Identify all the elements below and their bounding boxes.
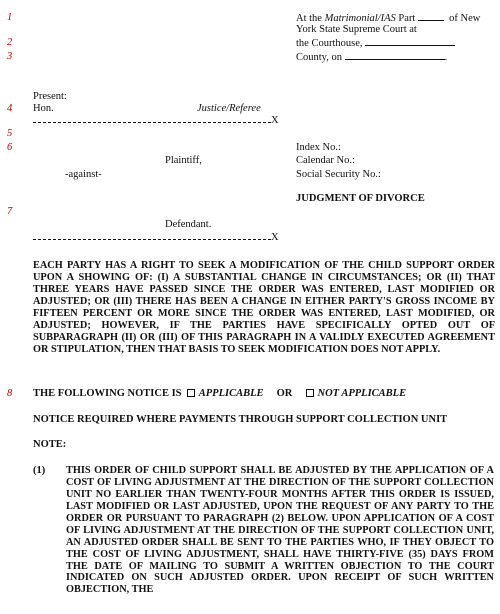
line-number: 7: [7, 206, 13, 217]
plaintiff-label: Plaintiff,: [165, 155, 202, 166]
applicable-checkbox[interactable]: [187, 389, 195, 397]
court-header-line2: York State Supreme Court at: [296, 24, 417, 35]
against-label: -against-: [65, 169, 102, 180]
present-label: Present:: [33, 91, 67, 102]
date-blank[interactable]: [345, 51, 445, 60]
line-number: 2: [7, 37, 13, 48]
justice-referee-label: Justice/Referee: [197, 103, 261, 114]
line-number: 3: [7, 51, 13, 62]
not-applicable-checkbox[interactable]: [306, 389, 314, 397]
notice-required-heading: NOTICE REQUIRED WHERE PAYMENTS THROUGH SUPPORT COLLECTION UNIT: [33, 414, 448, 425]
caption-divider-bottom: X: [33, 232, 279, 244]
line-number: 6: [7, 142, 13, 153]
item-1-text: THIS ORDER OF CHILD SUPPORT SHALL BE ADJUSTED BY THE APPLICATION OF A COST OF LIVING ADJUSTMENT AT THE DIRECTION OF THE SUPPORT COLLECTION UNIT NO EARLIER THAN TWENTY-FOUR MONTHS AFTER THIS ORDER IS ISSUED, LAST MODIFIED OR LAST ADJUSTED, UPON THE REQUEST OF ANY PARTY TO THE ORDER OR PURSUANT TO PARAGRAPH (2) BELOW. UPON APPLICATION OF A COST OF LIVING ADJUSTMENT AT THE DIRECTION OF THE SUPPORT COLLECTION UNIT, AN ADJUSTED ORDER SHALL BE SENT TO THE PARTIES WHO, IF THEY OBJECT TO THE COST OF LIVING ADJUSTMENT, SHALL HAVE THIRTY-FIVE (35) DAYS FROM THE DATE OF MAILING TO SUBMIT A WRITTEN OBJECTION TO THE COURT INDICATED ON SUCH ADJUSTED ORDER. UPON RECEIPT OF SUCH WRITTEN OBJECTION, THE: [66, 465, 494, 596]
notice-applicability-line: THE FOLLOWING NOTICE IS APPLICABLE OR NOT APPLICABLE: [33, 388, 407, 399]
line-number: 8: [7, 388, 13, 399]
court-header-line1: At the Matrimonial/IAS Part of New: [296, 13, 481, 24]
court-header-line3: the Courthouse,: [296, 37, 455, 50]
calendar-no-label: Calendar No.:: [296, 155, 355, 166]
court-header-line4: County, on .: [296, 52, 448, 63]
hon-label: Hon.: [33, 103, 54, 114]
line-number: 1: [7, 12, 13, 23]
index-no-label: Index No.:: [296, 142, 341, 153]
item-number: (1): [33, 465, 46, 476]
modification-paragraph: EACH PARTY HAS A RIGHT TO SEEK A MODIFICATION OF THE CHILD SUPPORT ORDER UPON A SHOWING OF: (I) A SUBSTANTIAL CHANGE IN CIRCUMSTANCES; OR (II) THAT THREE YEARS HAVE PASSED SINCE THE ORDER WAS ENTERED, LAST MODIFIED OR ADJUSTED; OR (III) THERE HAS BEEN A CHANGE IN EITHER PARTY'S GROSS INCOME BY FIFTEEN PERCENT OR MORE SINCE THE ORDER WAS ENTERED, LAST MODIFIED, OR ADJUSTED; HOWEVER, IF THE PARTIES HAVE SPECIFICALLY OPTED OUT OF SUBPARAGRAPH (II) OR (III) OF THIS PARAGRAPH IN A VALIDLY EXECUTED AGREEMENT OR STIPULATION, THEN THAT BASIS TO SEEK MODIFICATION DOES NOT APPLY.: [33, 260, 495, 355]
courthouse-blank[interactable]: [365, 37, 455, 46]
judgment-title: JUDGMENT OF DIVORCE: [296, 193, 425, 204]
part-number-blank[interactable]: [418, 12, 444, 21]
caption-divider-top: X: [33, 115, 279, 127]
note-label: NOTE:: [33, 439, 67, 450]
line-number: 5: [7, 128, 13, 139]
defendant-label: Defendant.: [165, 219, 212, 230]
line-number: 4: [7, 103, 13, 114]
ssn-label: Social Security No.:: [296, 169, 381, 180]
